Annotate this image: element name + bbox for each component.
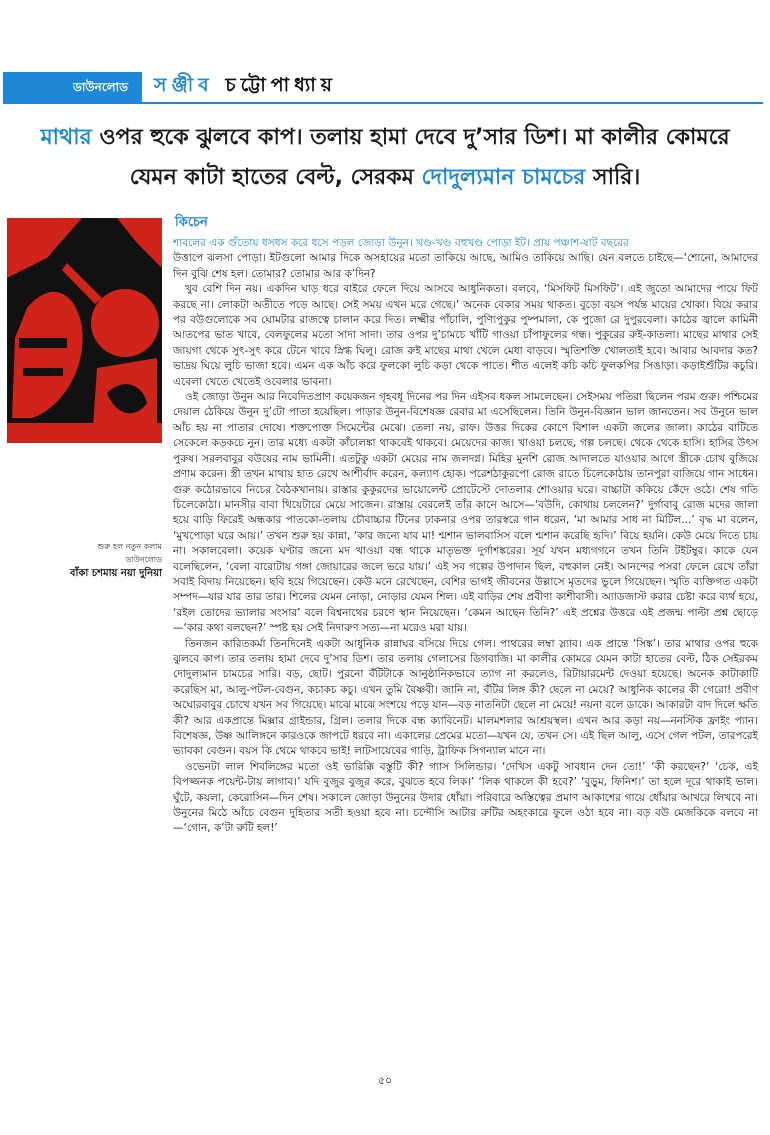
paragraph-2: খুব বেশি দিন নয়। একদিন ঘাড় ধরে বাইরে ফেলে দিয়ে আসবে আধুনিকতা। বলবে, ‘মিসফিট মিসফিট’। এই জুতো আমাদের পায়ে ফিট করছে না। লোকটা অতীতে পড়ে আছে। সেই সময় এখন মরে গেছে।’ অনেক বেকার সময় থাকত। বুড়ো বয়স পর্যন্ত মায়ের খোকা। বিয়ে করার পর বউগুলোকে সব ঘোমটার রাজত্বে চালান করে দিত। লক্ষ্মীর পাঁচালি, পুণ্যিপুকুর পুষ্পমালা, কে পুজো রে দুপুরবেলা। কাঠের জ্বালে কামিনী আতপের ভাত খাবে, বেলফুলের মতো সাদা সাদা। তার ওপর দু’চামচে খাঁটি গাওয়া চাঁপাফুলের গন্ধ। পুকুরের রুই-কাতলা। মাছের মাথার সেই জায়গা থেকে সুৎ-সুৎ করে টেনে খাবে স্নিগ্ধ ঘিলু। রোজ রুই মাছের মাথা খেলে মেধা বাড়বে। স্মৃতিশক্তি খোলতাই হবে। আবার আবদার কত? ভাদ্রয় ঘিয়ে লুচি ভাজা হবে। এমন এক আঁচ করে ফুলকো লুচি কড়া থেকে পাতে। শীত এলেই কচি কচি ফুলকপির সিঙাড়া। কড়াইশুঁটির কচুরি। এবেলা খেতে খেতেই ওবেলার ভাবনা। (173, 283, 758, 388)
caption-title: বাঁকা চশমায় নয়া দুনিয়া (69, 568, 162, 579)
paragraph-4: তিনজন কারিতকর্মা তিনদিনেই একটা আধুনিক রান্নাঘর বসিয়ে দিয়ে গেল। পাথরের লম্বা স্ল্যাব। এক প্রান্তে ‘সিঙ্ক’। তার মাথার ওপর হুকে ঝুলবে কাপ। তার তলায় হামা দেবে দু’সার ডিশ। তার তলায় গেলাসের ডিগবাজি। মা কালীর কোমরে যেমন কাটা হাতের বেল্ট, ঠিক সেইরকম দোদুল্যমান চামচের সারি। বড়, ছোট। পুরনো বঁটিটাকে আনুষ্ঠানিকভাবে ত্যাগ না করলেও, রিটায়ারমেন্ট দেওয়া হয়েছে। অনেক কাটাকাটি করেছিস মা, আলু-পটল-বেগুন, কচাকচ কচু। এখন তুমি বৈষ্ণবী। জানি না, বঁটির লিঙ্গ কী? ছেলে না মেয়ে? আধুনিক কালের কী গেরো! প্রবীণ অঘোরবাবুর চোখে যখন সব গিয়েছে। মাঝে মাঝে সংশয়ে পড়ে যান—বড় নাতনিটা ছেলে না মেয়ে! নয়না বলে ডাকে। আকারটা বাদ দিলে ক্ষতি কী? আর একপ্রান্তে মিক্সার গ্রাইন্ডার, গ্রিল। তলার দিকে বন্ধ ক্যাবিনেট। মালমশলার আশ্রয়স্থল। এখন আর কড়া নয়—ননস্টিক ফ্রাইং প্যান। বিশেষজ্ঞ, উষ্ণ আলিঙ্গনে কারওকে জাপটে ধরবে না। একালের প্রেমের মতো—যখন যে, তখন সে। এই ছিল আলু, এসে গেল পটল, তারপরেই ভ্যাবকা বেগুন। বয়স কি থেমে থাকবে ভাই! লাটসায়েবের গাড়ি, ট্রাফিক সিগন্যাল মানে না। (173, 637, 758, 758)
page-number: ৫০ (377, 1074, 393, 1087)
lead-line: শাবলের এক গুঁতোয় ধসধস করে ধসে পড়ল জোড়া উনুন। খণ্ড-খণ্ড বহুখণ্ড পোড়া ইট। প্রায় পঞ্চাশ-ষাট বছরের (173, 237, 629, 249)
section-title: কিচেন (175, 215, 208, 230)
column-header (3, 72, 763, 104)
author-first-name: সঞ্জীব (153, 74, 214, 96)
headline-text-2: সারি। (585, 165, 641, 190)
author-name (154, 71, 337, 103)
caption-line-1: শুরু হল নতুন কলাম (97, 542, 162, 551)
section-tag: ডাউনলোড (3, 72, 142, 102)
paragraph-5: ওভেনটা লাল শিবলিঙ্গের মতো ওই ভারিক্কি বস্তুটি কী? গ্যাস সিলিন্ডার। ‘দেখিস একটু সাবধান দেন তো!’ ‘কী করছেন?’ ‘চেক, এই বিপজ্জনক পয়েন্ট-টায় লাগাব।’ যদি বুজুর বুজুর করে, বুঝতে হবে লিক।’ ‘লিক থাকলে কী হবে?’ ‘বুড়ুম, ফিনিশ।’ তা হলে দূরে থাকাই ভাল। ঘুঁটে, কয়লা, কেরোসিন—দিন শেষ। সকালে জোড়া উনুনের উদার ধোঁয়া। পরিবারে অস্তিত্বের প্রমাণ আকাশের গায়ে ধোঁয়ার আখরে লিখবে না। উনুনের মিঠে আঁচে বেগুন দুহিতার সতী হওয়া হবে না। চন্দৌসি আটার রুটির অহংকারে ফুলে ওঠা হবে না। বড় বউ মেজকিকে বলবে না—‘গোন, ক’টা রুটি হল!’ (173, 760, 758, 835)
article-body (173, 213, 758, 837)
caption-line-2: ডাউনলোড (125, 555, 162, 564)
kitchen-illustration (7, 218, 162, 443)
paragraph-1: উত্তাপে ঝলসা পোড়া। ইটগুলো আমার দিকে অসহায়ের মতো তাকিয়ে আছে, আমিও তাকিয়ে আছি। যেন বলতে চাইছে—‘শোনো, আমাদের দিন বুঝি শেষ হল। তোমার? তোমার আর ক’দিন? (173, 252, 758, 280)
author-last-name: চট্টোপাধ্যায় (225, 74, 337, 96)
headline-highlight-1: মাথার (40, 125, 92, 150)
headline-highlight-2: দোদুল্যমান চামচের (421, 165, 586, 190)
paragraph-3: ওই জোড়া উনুন আর নিবেদিতপ্রাণ কয়েকজন গৃহবধূ দিনের পর দিন এইসব ধকল সামলেছেন। সেইসময় পতিরা ছিলেন পরম গুরু। পশ্চিমের দেয়াল ঠেকিয়ে উনুন দু’টো পাতা হয়েছিল। পাড়ার উনুন-বিশেষজ্ঞ রেবার মা এসেছিলেন। তিনি উনুন-বিজ্ঞান ভাল জানতেন। সব উনুনে ভাল আঁচ হয় না পাতার দোষে। শক্তপোক্ত সিমেন্টের মেঝে। তেলা নয়, রাফ। উত্তর দিকের কোণে বিশাল একটা জলের জালা। কাঠের বাটিতে সেকেলে কড়কচে নুন। তার মধ্যে একটা কাঁচালঙ্কা থাকবেই থাকবে। মেয়েদের কাজ। খাওয়া চলছে, গল্প চলছে। থেকে থেকে হাসি। হাসির উৎস পুরুষ। সরলবাবুর বউয়ের নাম ভামিনী। এতটুকু একটা মেয়ের নাম জলদগ্ন। মিহির মুনশি রোজ আদালতে যাওয়ার আগে স্ত্রীকে চোখ বুজিয়ে প্রণাম করেন। স্ত্রী তখন মাথায় হাত রেখে আশীর্বাদ করেন, কল্যাণ হোক। পরেশঠাকুরপো রোজ রাতে চিলেকোঠায় তানপুরা বাজিয়ে গান সাধেন। গুরু কঠোরভাবে নিচের বৈঠকখানায়। রাস্তার কুকুরদের ভায়োলেন্ট প্রোটেস্টে দোতলার শোওয়ার ঘরে। বাচ্চাটা ককিয়ে কেঁদে ওঠে। শেষ গতি চিলেকোঠা। মানসীর বাবা থিয়েটারে মেয়ে সাজেন। রাস্তায় বেরলেই তাঁর কানে আসে—‘বউদি, কোথায় চললেন?’ দুর্গাবাবু রোজ মদের জালা হয়ে বাড়ি ফিরেই অন্ধকার পাতকো-তলায় চৌবাচ্চার টিনের ঢাকনার ওপর তারস্বরে গান ধরেন, ‘মা আমার সাধ না মিটিল...’ বৃদ্ধ মা বলেন, ‘মুখপোড়া ঘরে আয়।’ তখন শুরু হয় কান্না, ‘কার জন্যে যাব মা! শ্মশান ভালবাসিস বলে শ্মশান করেছি হৃদি।’ বিয়ে হয়নি। কেউ মেয়ে দিতে চায় না। সকালবেলা। কয়েক ঘণ্টার জন্যে মদ খাওয়া বন্ধ থাকে মাতৃভক্ত দুর্গাশঙ্করের। সূর্য যখন মধ্যগগনে তখন তিনি টইটম্বুর। কাকে যেন বলেছিলেন, ‘বেলা বারোটায় গঙ্গা জোয়ারের জলে ভরে যায়।’ এই সব গল্পের উপাদান ছিল, বহুকাল নেই। আনন্দের পসরা ফেলে রেখে তাঁরা সবাই বিদায় নিয়েছেন। ছবি হয়ে গিয়েছেন। কেউ মনে রেখেছেন, বেশির ভাগই জীবনের উল্লাসে মৃতদের ভুলে গিয়েছেন। স্মৃতি ব্যক্তিগত একটা সম্পদ—যার যার তার তার। শিলের যেমন নোড়া, নোড়ার যেমন শিল। এই বাড়ির শেষ প্রবীণা কাশীবাসী। অ্যাডজাস্ট করার চেষ্টা করে ব্যর্থ হয়ে, ‘রইল তোদের ভ্যালার সংসার’ বলে বিশ্বনাথের চরণে স্থান নিয়েছেন। ‘কেমন আছেন তিনি?’ এই প্রশ্নের উত্তরে এই প্রজন্ম পাল্টা প্রশ্ন ছোড়ে—‘কার কথা বলছেন?’ স্পষ্ট হয় সেই নিদারুণ সত্য—না মরেও মরা যায়। (173, 391, 758, 635)
column-caption (40, 540, 162, 581)
pull-quote-headline (20, 118, 750, 198)
headline-text-1: ওপর হুকে ঝুলবে কাপ। তলায় হামা দেবে দু’সার ডিশ। মা কালীর কোমরে যেমন কাটা হাতের বেল্ট, সেরকম (91, 125, 730, 190)
